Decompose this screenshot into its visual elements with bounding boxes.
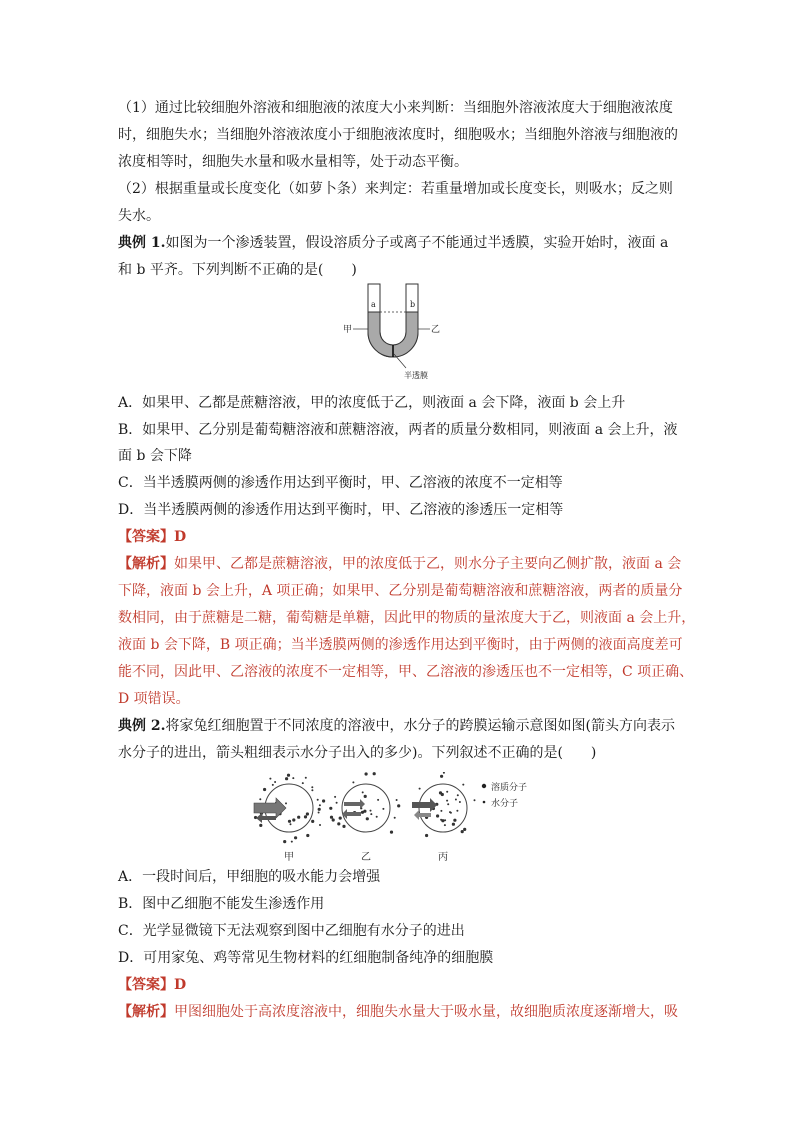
intro-p1-line2: 时，细胞失水；当细胞外溶液浓度小于细胞液浓度时，细胞吸水；当细胞外溶液与细胞液的 xyxy=(118,127,678,143)
particle-dot xyxy=(319,824,321,826)
example1-analysis-line3: 数相同，由于蔗糖是二糖，葡萄糖是单糖，因此甲的物质的量浓度大于乙，则液面 a 会上升， xyxy=(118,610,696,626)
particle-dot xyxy=(364,795,367,798)
particle-dot xyxy=(373,772,376,775)
particle-dot xyxy=(394,817,396,819)
example2-question-line1: 典例 2.将家兔红细胞置于不同浓度的溶液中，水分子的跨膜运输示意图如图(箭头方向表示 xyxy=(118,718,675,734)
example1-answer: 【答案】D xyxy=(118,529,187,545)
example1-analysis-line4: 液面 b 会下降，B 项正确；当半透膜两侧的渗透作用达到平衡时，由于两侧的液面高度差可 xyxy=(118,637,683,653)
particle-dot xyxy=(288,820,291,823)
example2-answer: 【答案】D xyxy=(118,977,187,993)
label-bing: 丙 xyxy=(438,852,448,863)
label-membrane: 半透膜 xyxy=(404,371,428,380)
example1-label: 典例 1. xyxy=(118,235,166,251)
particle-dot xyxy=(452,823,455,826)
particle-dot xyxy=(311,820,314,823)
particle-dot xyxy=(283,840,286,843)
particle-dot xyxy=(259,824,262,827)
particle-dot xyxy=(339,817,342,820)
particle-dot xyxy=(263,788,266,791)
particle-dot xyxy=(459,801,461,803)
arrow-out-yi xyxy=(342,809,361,819)
particle-dot xyxy=(446,800,448,802)
example2-option-a: A．一段时间后，甲细胞的吸水能力会增强 xyxy=(118,869,381,885)
particle-dot xyxy=(390,831,393,834)
particle-dot xyxy=(376,816,378,818)
label-jia: 甲 xyxy=(343,325,353,335)
particle-dot xyxy=(455,799,457,801)
example2-analysis-label: 【解析】 xyxy=(118,1004,174,1020)
particle-dot xyxy=(444,819,446,821)
label-a: a xyxy=(371,300,376,309)
cell-yi xyxy=(329,772,400,834)
particle-dot xyxy=(342,825,345,828)
particle-dot xyxy=(274,781,276,783)
particle-dot xyxy=(446,791,448,793)
particle-dot xyxy=(440,819,442,821)
particle-dot xyxy=(319,804,321,806)
particle-dot xyxy=(306,812,309,815)
particle-dot xyxy=(365,772,368,775)
example2-analysis-line1: 【解析】甲图细胞处于高浓度溶液中，细胞失水量大于吸水量，故细胞质浓度逐渐增大，吸 xyxy=(118,1004,678,1020)
particle-dot xyxy=(302,782,304,784)
example1-question-line1: 典例 1.如图为一个渗透装置，假设溶质分子或离子不能通过半透膜，实验开始时，液面 a xyxy=(118,235,669,251)
particle-dot xyxy=(370,810,372,812)
particle-dot xyxy=(292,777,294,779)
label-yi: 乙 xyxy=(361,852,371,863)
example2-option-d: D．可用家兔、鸡等常见生物材料的红细胞制备纯净的细胞膜 xyxy=(118,950,494,966)
example1-analysis-line1: 【解析】如果甲、乙都是蔗糖溶液，甲的浓度低于乙，则水分子主要向乙侧扩散，液面 a 会 xyxy=(118,556,682,572)
particle-dot xyxy=(269,778,271,780)
particle-dot xyxy=(419,788,421,790)
particle-dot xyxy=(450,812,452,814)
particle-dot xyxy=(461,830,464,833)
example1-analysis-line6: D 项错误。 xyxy=(118,691,190,707)
particle-dot xyxy=(318,812,320,814)
particle-dot xyxy=(305,777,307,779)
particle-dot xyxy=(311,786,313,788)
particle-dot xyxy=(311,789,313,791)
example1-option-d: D．当半透膜两侧的渗透作用达到平衡时，甲、乙溶液的渗透压一定相等 xyxy=(118,502,564,518)
particle-dot xyxy=(292,818,295,821)
example2-question-line2: 水分子的进出，箭头粗细表示水分子出入的多少)。下列叙述不正确的是( ) xyxy=(118,745,597,761)
intro-p1-line1: （1）通过比较细胞外溶液和细胞液的浓度大小来判断：当细胞外溶液浓度大于细胞液浓度 xyxy=(118,100,673,116)
particle-dot xyxy=(259,798,261,800)
particle-dot xyxy=(462,784,464,786)
particle-dot xyxy=(322,799,325,802)
particle-dot xyxy=(334,796,336,798)
example1-analysis-line2: 下降，液面 b 会上升，A 项正确；如果甲、乙分别是葡萄糖溶液和蔗糖溶液，两者的质量分 xyxy=(118,583,683,599)
particle-dot xyxy=(439,791,442,794)
red-blood-cell-figure xyxy=(244,772,574,864)
particle-dot xyxy=(272,784,274,786)
legend-water: 水分子 xyxy=(491,799,519,809)
particle-dot xyxy=(306,834,309,837)
particle-dot xyxy=(291,841,293,843)
example2-label: 典例 2. xyxy=(118,718,166,734)
particle-dot xyxy=(287,774,290,777)
particle-dot xyxy=(297,816,300,819)
label-jia: 甲 xyxy=(284,852,294,863)
particle-dot xyxy=(370,813,372,815)
particle-dot xyxy=(318,808,321,811)
u-tube-osmosis-figure xyxy=(338,282,448,382)
particle-dot xyxy=(336,802,338,804)
particle-dot xyxy=(444,824,446,826)
legend-water-dot xyxy=(483,801,486,804)
particle-dot xyxy=(363,810,366,813)
particle-dot xyxy=(290,823,292,825)
particle-dot xyxy=(317,799,319,801)
particle-dot xyxy=(425,834,428,837)
particle-dot xyxy=(337,822,340,825)
particle-dot xyxy=(443,772,445,774)
particle-dot xyxy=(456,810,458,812)
example1-option-c: C．当半透膜两侧的渗透作用达到平衡时，甲、乙溶液的浓度不一定相等 xyxy=(118,475,563,491)
legend-solute-dot xyxy=(482,784,486,788)
example1-analysis-label: 【解析】 xyxy=(118,556,174,572)
particle-dot xyxy=(398,805,400,807)
example1-option-b-line1: B．如果甲、乙分别是葡萄糖溶液和蔗糖溶液，两者的质量分数相同，则液面 a 会上升，液 xyxy=(118,422,678,438)
intro-p1-line3: 浓度相等时，细胞失水量和吸水量相等，处于动态平衡。 xyxy=(118,154,468,170)
example2-option-b: B．图中乙细胞不能发生渗透作用 xyxy=(118,896,325,912)
intro-p2-line2: 失水。 xyxy=(118,208,160,224)
legend-solute: 溶质分子 xyxy=(491,783,528,793)
particle-dot xyxy=(440,775,443,778)
particle-dot xyxy=(440,810,442,812)
particle-dot xyxy=(366,817,369,820)
example1-analysis-line5: 能不同，因此甲、乙溶液的浓度不一定相等，甲、乙溶液的渗透压也不一定相等，C 项正确、 xyxy=(118,664,694,680)
arrow-out-bing xyxy=(414,810,431,820)
particle-dot xyxy=(332,818,335,821)
example1-option-a: A．如果甲、乙都是蔗糖溶液，甲的浓度低于乙，则液面 a 会下降，液面 b 会上升 xyxy=(118,395,626,411)
particle-dot xyxy=(285,802,287,804)
particle-dot xyxy=(330,816,333,819)
particle-dot xyxy=(304,815,307,818)
particle-dot xyxy=(329,807,332,810)
example1-option-b-line2: 面 b 会下降 xyxy=(118,448,192,464)
particle-dot xyxy=(285,777,288,780)
particle-dot xyxy=(447,803,449,805)
particle-dot xyxy=(396,799,398,801)
particle-dot xyxy=(457,794,459,796)
particle-dot xyxy=(352,781,354,783)
intro-p2-line1: （2）根据重量或长度变化（如萝卜条）来判定：若重量增加或长度变长，则吸水；反之则 xyxy=(118,181,673,197)
particle-dot xyxy=(474,799,476,801)
particle-dot xyxy=(362,791,364,793)
example2-option-c: C．光学显微镜下无法观察到图中乙细胞有水分子的进出 xyxy=(118,923,465,939)
example2-answer-value: D xyxy=(174,977,187,993)
particle-dot xyxy=(382,808,384,810)
particle-dot xyxy=(453,819,456,822)
example1-question-line2: 和 b 平齐。下列判断不正确的是( ) xyxy=(118,262,357,278)
particle-dot xyxy=(463,828,466,831)
arrow-in-jia xyxy=(254,798,286,818)
example1-answer-value: D xyxy=(174,529,187,545)
particle-dot xyxy=(377,799,379,801)
particle-dot xyxy=(294,836,297,839)
particle-dot xyxy=(436,814,439,817)
label-b: b xyxy=(410,300,416,309)
label-yi: 乙 xyxy=(431,325,441,335)
